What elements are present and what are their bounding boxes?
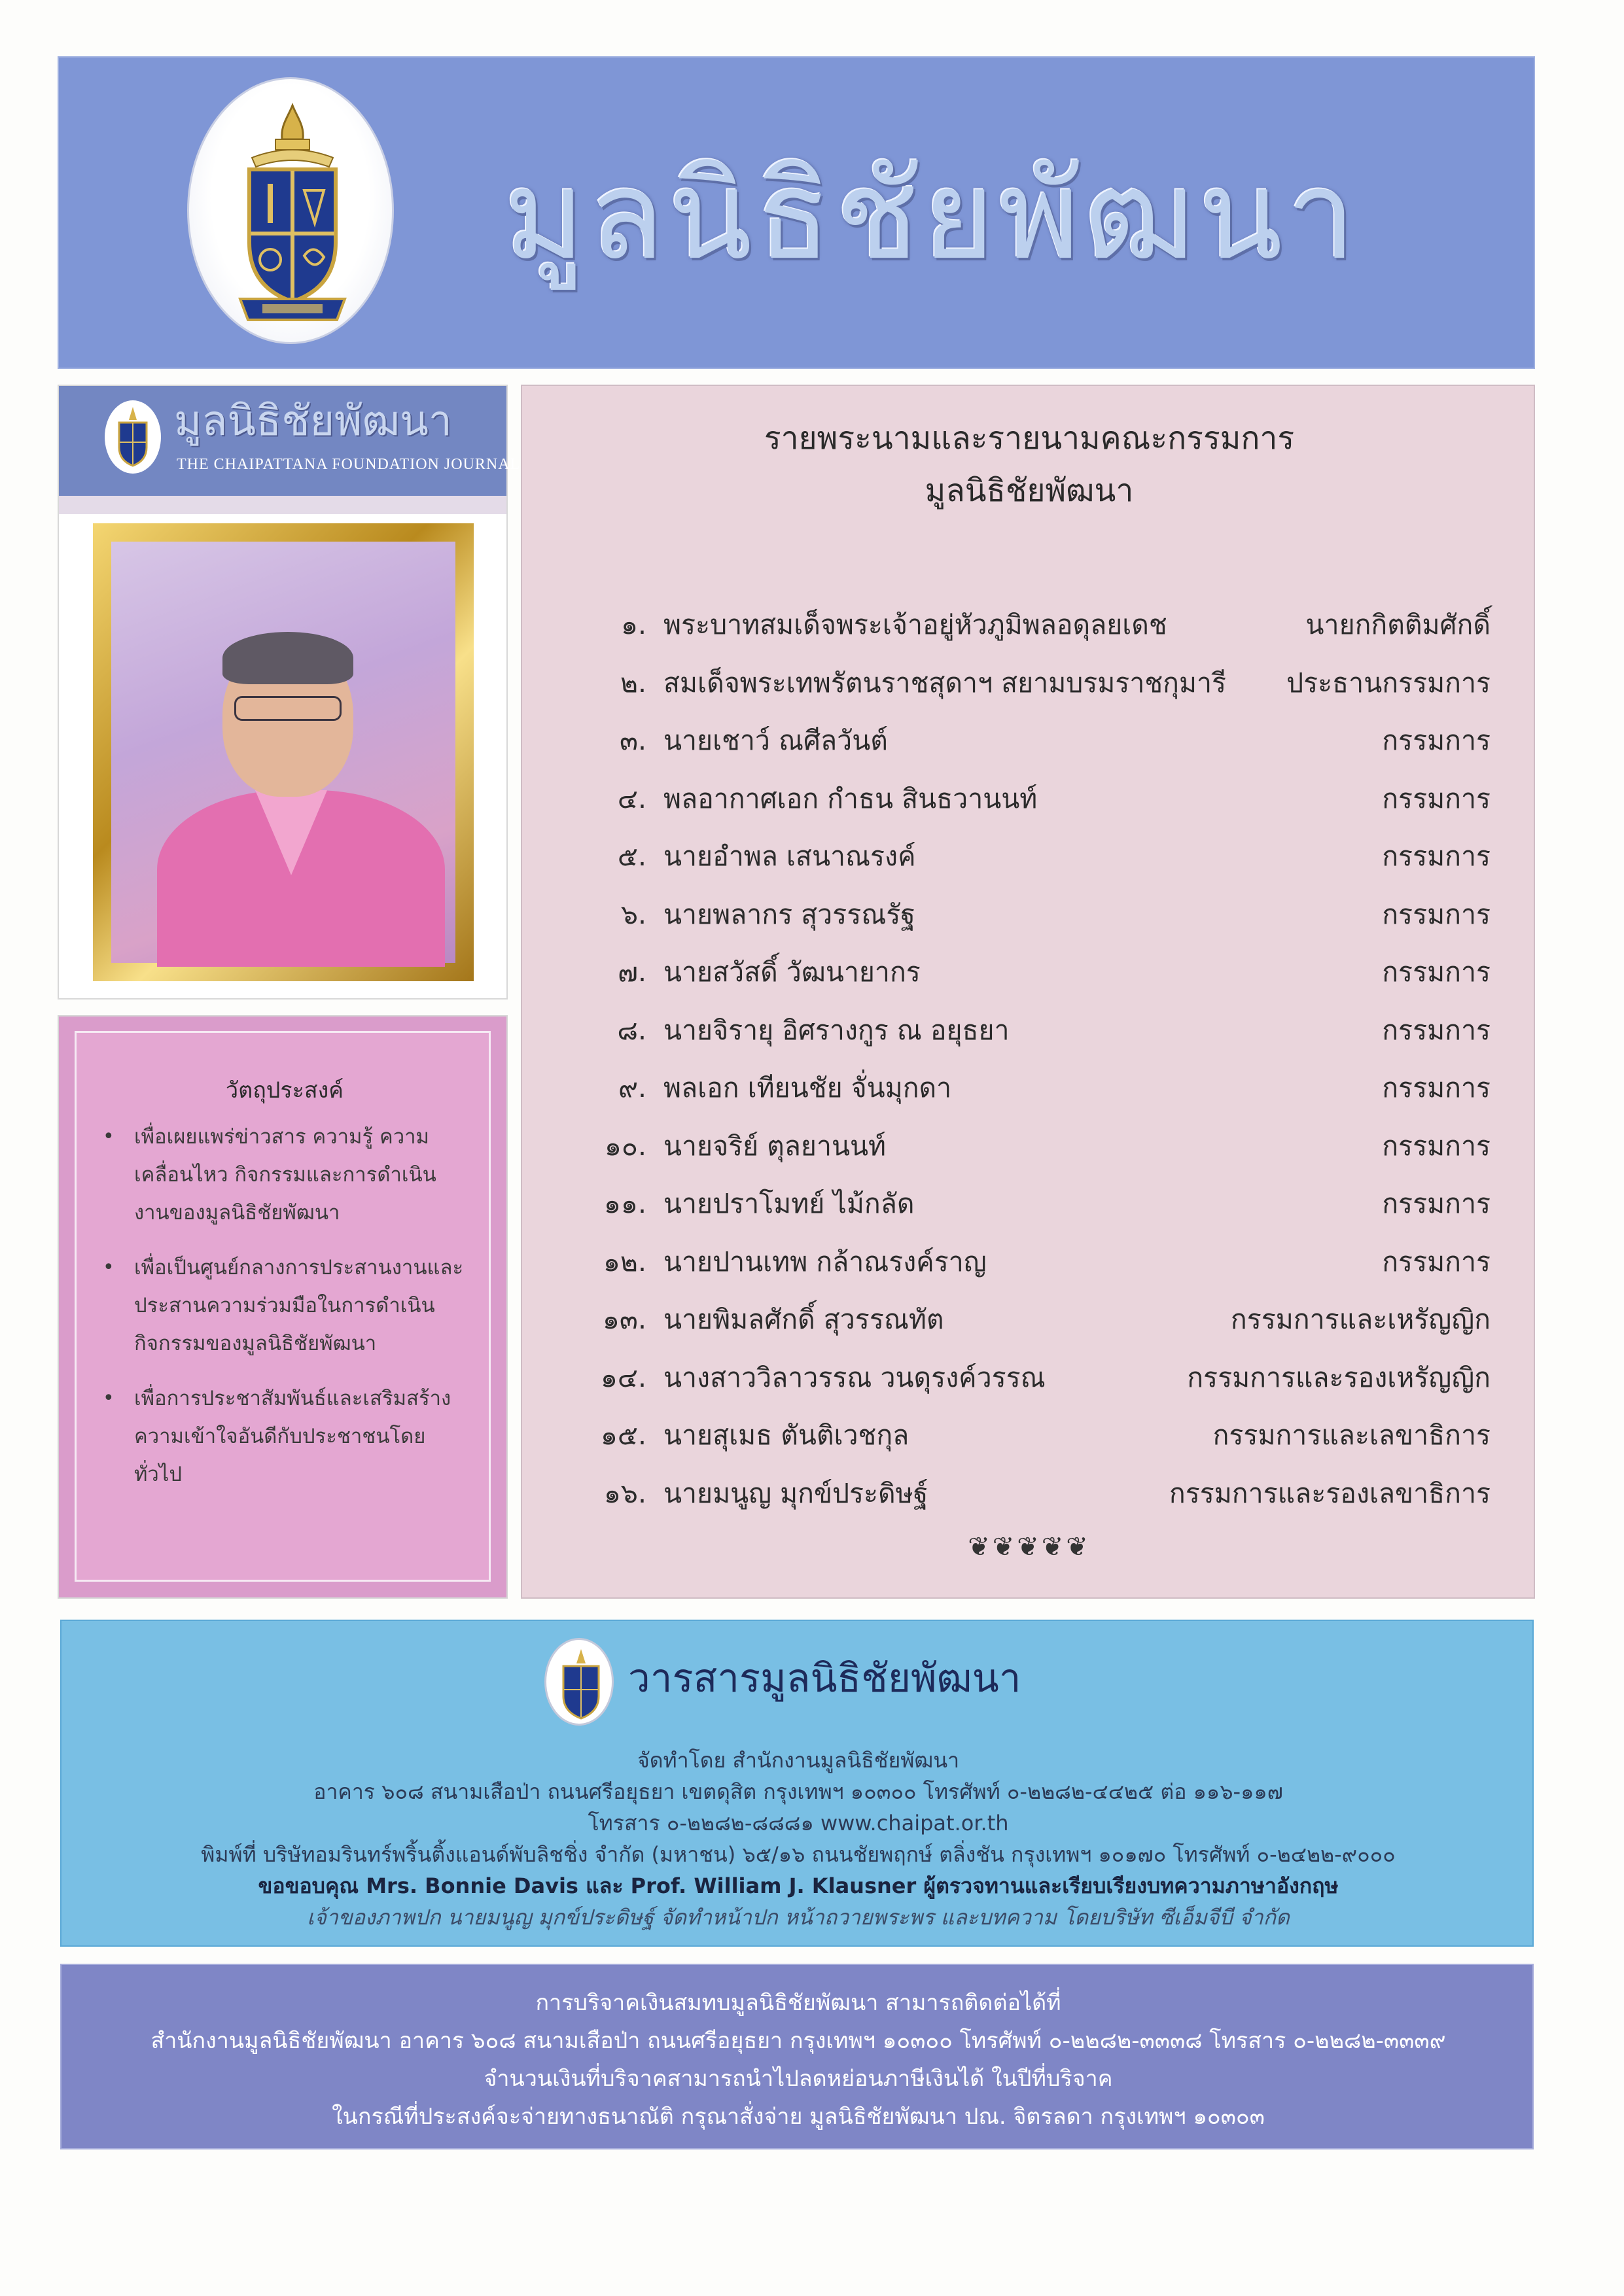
committee-row [568,949,1491,995]
member-role: กรรมการและรองเลขาธิการ [1169,1477,1491,1509]
committee-row [568,1470,1491,1516]
donation-heading: การบริจาคเงินสมทบมูลนิธิชัยพัฒนา สามารถติดต่อได้ที่ [535,1990,1061,2016]
committee-panel [521,385,1535,1599]
committee-title: รายพระนามและรายนามคณะกรรมการ [764,420,1295,457]
donation-money-order: ในกรณีที่ประสงค์จะจ่ายทางธนาณัติ กรุณาสั่งจ่าย มูลนิธิชัยพัฒนา ปณ. จิตรลดา กรุงเทพฯ ๑๐๓๐๓ [332,2104,1265,2130]
committee-row [568,776,1491,822]
committee-row [568,602,1491,648]
objectives-heading: วัตถุประสงค์ [226,1077,344,1104]
portrait-glasses [234,696,342,721]
member-number: ๑. [620,609,646,640]
cover-subtitle: THE CHAIPATTANA FOUNDATION JOURNAL [177,456,521,473]
member-name: นายพิมลศักดิ์ สุวรรณทัต [663,1304,944,1335]
member-number: ๓. [619,725,646,756]
committee-row [568,1007,1491,1053]
bullet-icon: • [103,1387,115,1410]
member-name: พลเอก เทียนชัย จั่นมุกดา [663,1072,952,1104]
member-role: กรรมการ [1382,1130,1491,1162]
objective-text: เพื่อเป็นศูนย์กลางการประสานงานและประสานความร่วมมือในการดำเนินกิจกรรมของมูลนิธิชัยพัฒนา [134,1256,464,1355]
journal-cover [58,385,521,1000]
member-number: ๗. [618,956,646,988]
committee-row [568,1296,1491,1342]
member-number: ๔. [617,782,646,814]
member-name: นายจิรายุ อิศรางกูร ณ อยุธยา [663,1014,1010,1046]
member-role: กรรมการและเลขาธิการ [1212,1419,1491,1451]
member-role: นายกกิตติมศักดิ์ [1305,609,1491,640]
committee-row [568,892,1491,937]
objective-item [103,1380,469,1493]
committee-row [568,1239,1491,1285]
chaipattana-emblem-icon [189,79,396,346]
portrait-hair [222,632,353,684]
member-name: นายพลากร สุวรรณรัฐ [663,898,915,930]
member-role: กรรมการ [1382,782,1491,814]
member-name: นายปราโมทย์ ไม้กลัด [663,1188,915,1219]
journal-info-box [60,1620,1534,1947]
ornament-divider: ❦❦❦❦❦ [968,1532,1091,1562]
member-name: นายจริย์ ตุลยานนท์ [663,1130,887,1162]
member-role: กรรมการ [1382,841,1491,872]
journal-printer: พิมพ์ที่ บริษัทอมรินทร์พริ้นติ้งแอนด์พับลิชชิ่ง จำกัด (มหาชน) ๖๕/๑๖ ถนนชัยพฤกษ์ ตลิ่งชัน กรุงเทพฯ ๑๐๑๗๐ โทรศัพท์ ๐-๒๔๒๒-๙๐๐๐ [201,1842,1396,1867]
cover-title-band [59,386,521,496]
member-number: ๘. [617,1014,646,1046]
member-number: ๑๓. [602,1304,646,1335]
member-number: ๑๐. [604,1130,646,1162]
donation-tax-note: จำนวนเงินที่บริจาคสามารถนำไปลดหย่อนภาษีเงินได้ ในปีที่บริจาค [484,2066,1113,2092]
objective-item [103,1118,469,1232]
journal-emblem-icon [544,1638,614,1726]
member-name: นางสาววิลาวรรณ วนดุรงค์วรรณ [663,1361,1046,1393]
committee-row [568,1123,1491,1169]
member-number: ๑๕. [600,1419,646,1451]
member-name: พลอากาศเอก กำธน สินธวานนท์ [663,782,1038,814]
member-name: นายเชาว์ ณศีลวันต์ [663,725,888,756]
journal-credit: เจ้าของภาพปก นายมนูญ มุกข์ประดิษฐ์ จัดทำหน้าปก หน้าถวายพระพร และบทความ โดยบริษัท ซีเอ็มจีบี จำกัด [307,1905,1290,1930]
objective-item [103,1249,469,1363]
member-role: กรรมการ [1382,1245,1491,1278]
journal-fax-web: โทรสาร ๐-๒๒๘๒-๘๘๘๑ www.chaipat.or.th [588,1811,1009,1835]
royal-portrait-icon [111,542,455,963]
cover-emblem-icon [105,400,161,474]
member-name: นายปานเทพ กล้าณรงค์ราญ [663,1245,987,1278]
member-number: ๒. [620,667,646,699]
member-number: ๑๔. [600,1361,646,1393]
objectives-panel [58,1015,508,1599]
member-name: นายสุเมธ ตันติเวชกุล [663,1419,909,1451]
member-name: นายมนูญ มุกข์ประดิษฐ์ [663,1477,928,1509]
member-number: ๕. [617,841,646,872]
committee-row [568,833,1491,879]
cover-title: มูลนิธิชัยพัฒนา [174,397,452,445]
committee-row [568,1412,1491,1458]
committee-subtitle: มูลนิธิชัยพัฒนา [925,472,1134,509]
member-role: กรรมการและเหรัญญิก [1230,1304,1491,1335]
bullet-icon: • [103,1256,115,1279]
journal-title: วารสารมูลนิธิชัยพัฒนา [628,1656,1021,1701]
committee-row [568,660,1491,706]
journal-producer: จัดทำโดย สำนักงานมูลนิธิชัยพัฒนา [637,1748,960,1773]
donation-box [60,1964,1534,2149]
emblem-oval [187,77,394,344]
journal-thanks: ขอขอบคุณ Mrs. Bonnie Davis และ Prof. William J. Klausner ผู้ตรวจทานและเรียบเรียงบทความภาษาอังกฤษ [258,1873,1339,1898]
member-role: กรรมการ [1382,898,1491,930]
member-role: กรรมการ [1382,1072,1491,1104]
committee-row [568,1065,1491,1111]
cover-info-strip [59,496,506,514]
member-number: ๑๖. [603,1477,646,1509]
donation-address: สำนักงานมูลนิธิชัยพัฒนา อาคาร ๖๐๘ สนามเสือป่า ถนนศรีอยุธยา กรุงเทพฯ ๑๐๓๐๐ โทรศัพท์ ๐-๒๒๘๒-๓๓๓๘ โทรสาร ๐-๒๒๘๒-๓๓๓๙ [150,2028,1446,2054]
member-name: พระบาทสมเด็จพระเจ้าอยู่หัวภูมิพลอดุลยเดช [663,609,1167,640]
portrait-frame [93,523,474,981]
member-name: นายอำพล เสนาณรงค์ [663,841,916,872]
member-number: ๙. [618,1072,646,1104]
member-role: กรรมการและรองเหรัญญิก [1187,1361,1491,1393]
member-number: ๖. [620,898,646,930]
foundation-title: มูลนิธิชัยพัฒนา [504,144,1360,287]
objective-text: เพื่อการประชาสัมพันธ์และเสริมสร้างความเข้าใจอันดีกับประชาชนโดยทั่วไป [134,1387,451,1486]
objective-text: เพื่อเผยแพร่ข่าวสาร ความรู้ ความเคลื่อนไหว กิจกรรมและการดำเนินงานของมูลนิธิชัยพัฒนา [134,1125,436,1225]
member-role: กรรมการ [1382,1188,1491,1219]
committee-row [568,1181,1491,1226]
header-banner [58,56,1535,369]
member-role: ประธานกรรมการ [1286,667,1491,699]
member-role: กรรมการ [1382,956,1491,988]
bullet-icon: • [103,1125,115,1148]
member-name: สมเด็จพระเทพรัตนราชสุดาฯ สยามบรมราชกุมารี [663,667,1227,699]
committee-row [568,1355,1491,1400]
member-number: ๑๒. [603,1245,646,1278]
journal-address: อาคาร ๖๐๘ สนามเสือป่า ถนนศรีอยุธยา เขตดุสิต กรุงเทพฯ ๑๐๓๐๐ โทรศัพท์ ๐-๒๒๘๒-๔๔๒๕ ต่อ ๑๑๖-๑๑๗ [313,1779,1283,1804]
member-role: กรรมการ [1382,1014,1491,1046]
objectives-inner [75,1031,491,1582]
committee-row [568,718,1491,763]
member-name: นายสวัสดิ์ วัฒนายากร [663,956,921,988]
member-role: กรรมการ [1382,725,1491,756]
member-number: ๑๑. [603,1188,646,1219]
